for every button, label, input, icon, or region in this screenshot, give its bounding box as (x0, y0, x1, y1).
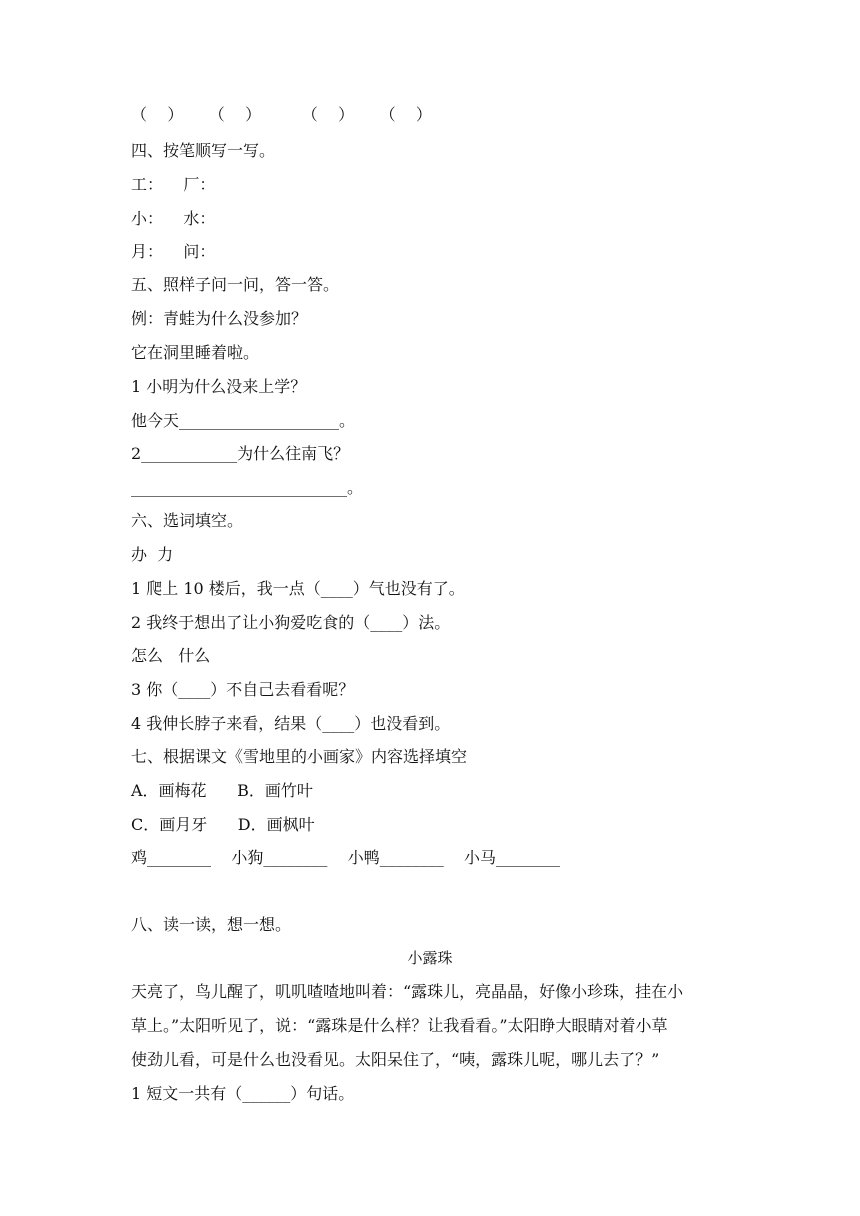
options-cd: C．画月牙 D．画枫叶 (131, 815, 315, 834)
final-question: 1 短文一共有（______）句话。 (131, 1084, 355, 1103)
word-choice-2: 怎么 什么 (131, 646, 211, 665)
story-line-3: 使劲儿看，可是什么也没看见。太阳呆住了，“咦，露珠儿呢，哪儿去了？” (131, 1050, 660, 1069)
example-question: 例：青蛙为什么没参加？ (131, 309, 308, 328)
section-6-heading: 六、选词填空。 (131, 511, 244, 530)
example-answer: 它在洞里睡着啦。 (131, 343, 260, 362)
fill-sentence-4: 4 我伸长脖子来看，结果（____）也没看到。 (131, 714, 451, 733)
word-choice-1: 办 力 (131, 545, 174, 564)
section-5-heading: 五、照样子问一问，答一答。 (131, 275, 340, 294)
fill-sentence-2: 2 我终于想出了让小狗爱吃食的（____）法。 (131, 613, 451, 632)
stroke-order-row-3: 月： 问： (131, 242, 216, 261)
answer-2-blank: ___________________________。 (131, 478, 364, 497)
fill-sentence-1: 1 爬上 10 楼后，我一点（____）气也没有了。 (131, 579, 465, 598)
section-4-heading: 四、按笔顺写一写。 (131, 141, 276, 160)
stroke-order-row-2: 小： 水： (131, 209, 216, 228)
story-title: 小露珠 (407, 949, 453, 967)
answer-parentheses-row: （ ） （ ） （ ） （ ） (131, 105, 432, 124)
story-line-2: 草上。”太阳听见了，说：“露珠是什么样？让我看看。”太阳睁大眼睛对着小草 (131, 1016, 668, 1035)
section-7-heading: 七、根据课文《雪地里的小画家》内容选择填空 (131, 747, 468, 766)
story-paragraph (131, 975, 721, 1077)
question-2: 2____________为什么往南飞？ (131, 444, 350, 463)
answer-1-blank: 他今天____________________。 (131, 411, 356, 430)
section-8-heading: 八、读一读，想一想。 (131, 915, 292, 934)
stroke-order-row-1: 工： 厂： (131, 175, 216, 194)
fill-sentence-3: 3 你（____）不自己去看看呢？ (131, 680, 355, 699)
question-1: 1 小明为什么没来上学？ (131, 377, 307, 396)
options-ab: A．画梅花 B．画竹叶 (131, 781, 313, 800)
story-line-1: 天亮了，鸟儿醒了，叽叽喳喳地叫着：“露珠儿，亮晶晶，好像小珍珠，挂在小 (131, 982, 684, 1001)
animal-blanks: 鸡________ 小狗________ 小鸭________ 小马________ (131, 848, 561, 867)
